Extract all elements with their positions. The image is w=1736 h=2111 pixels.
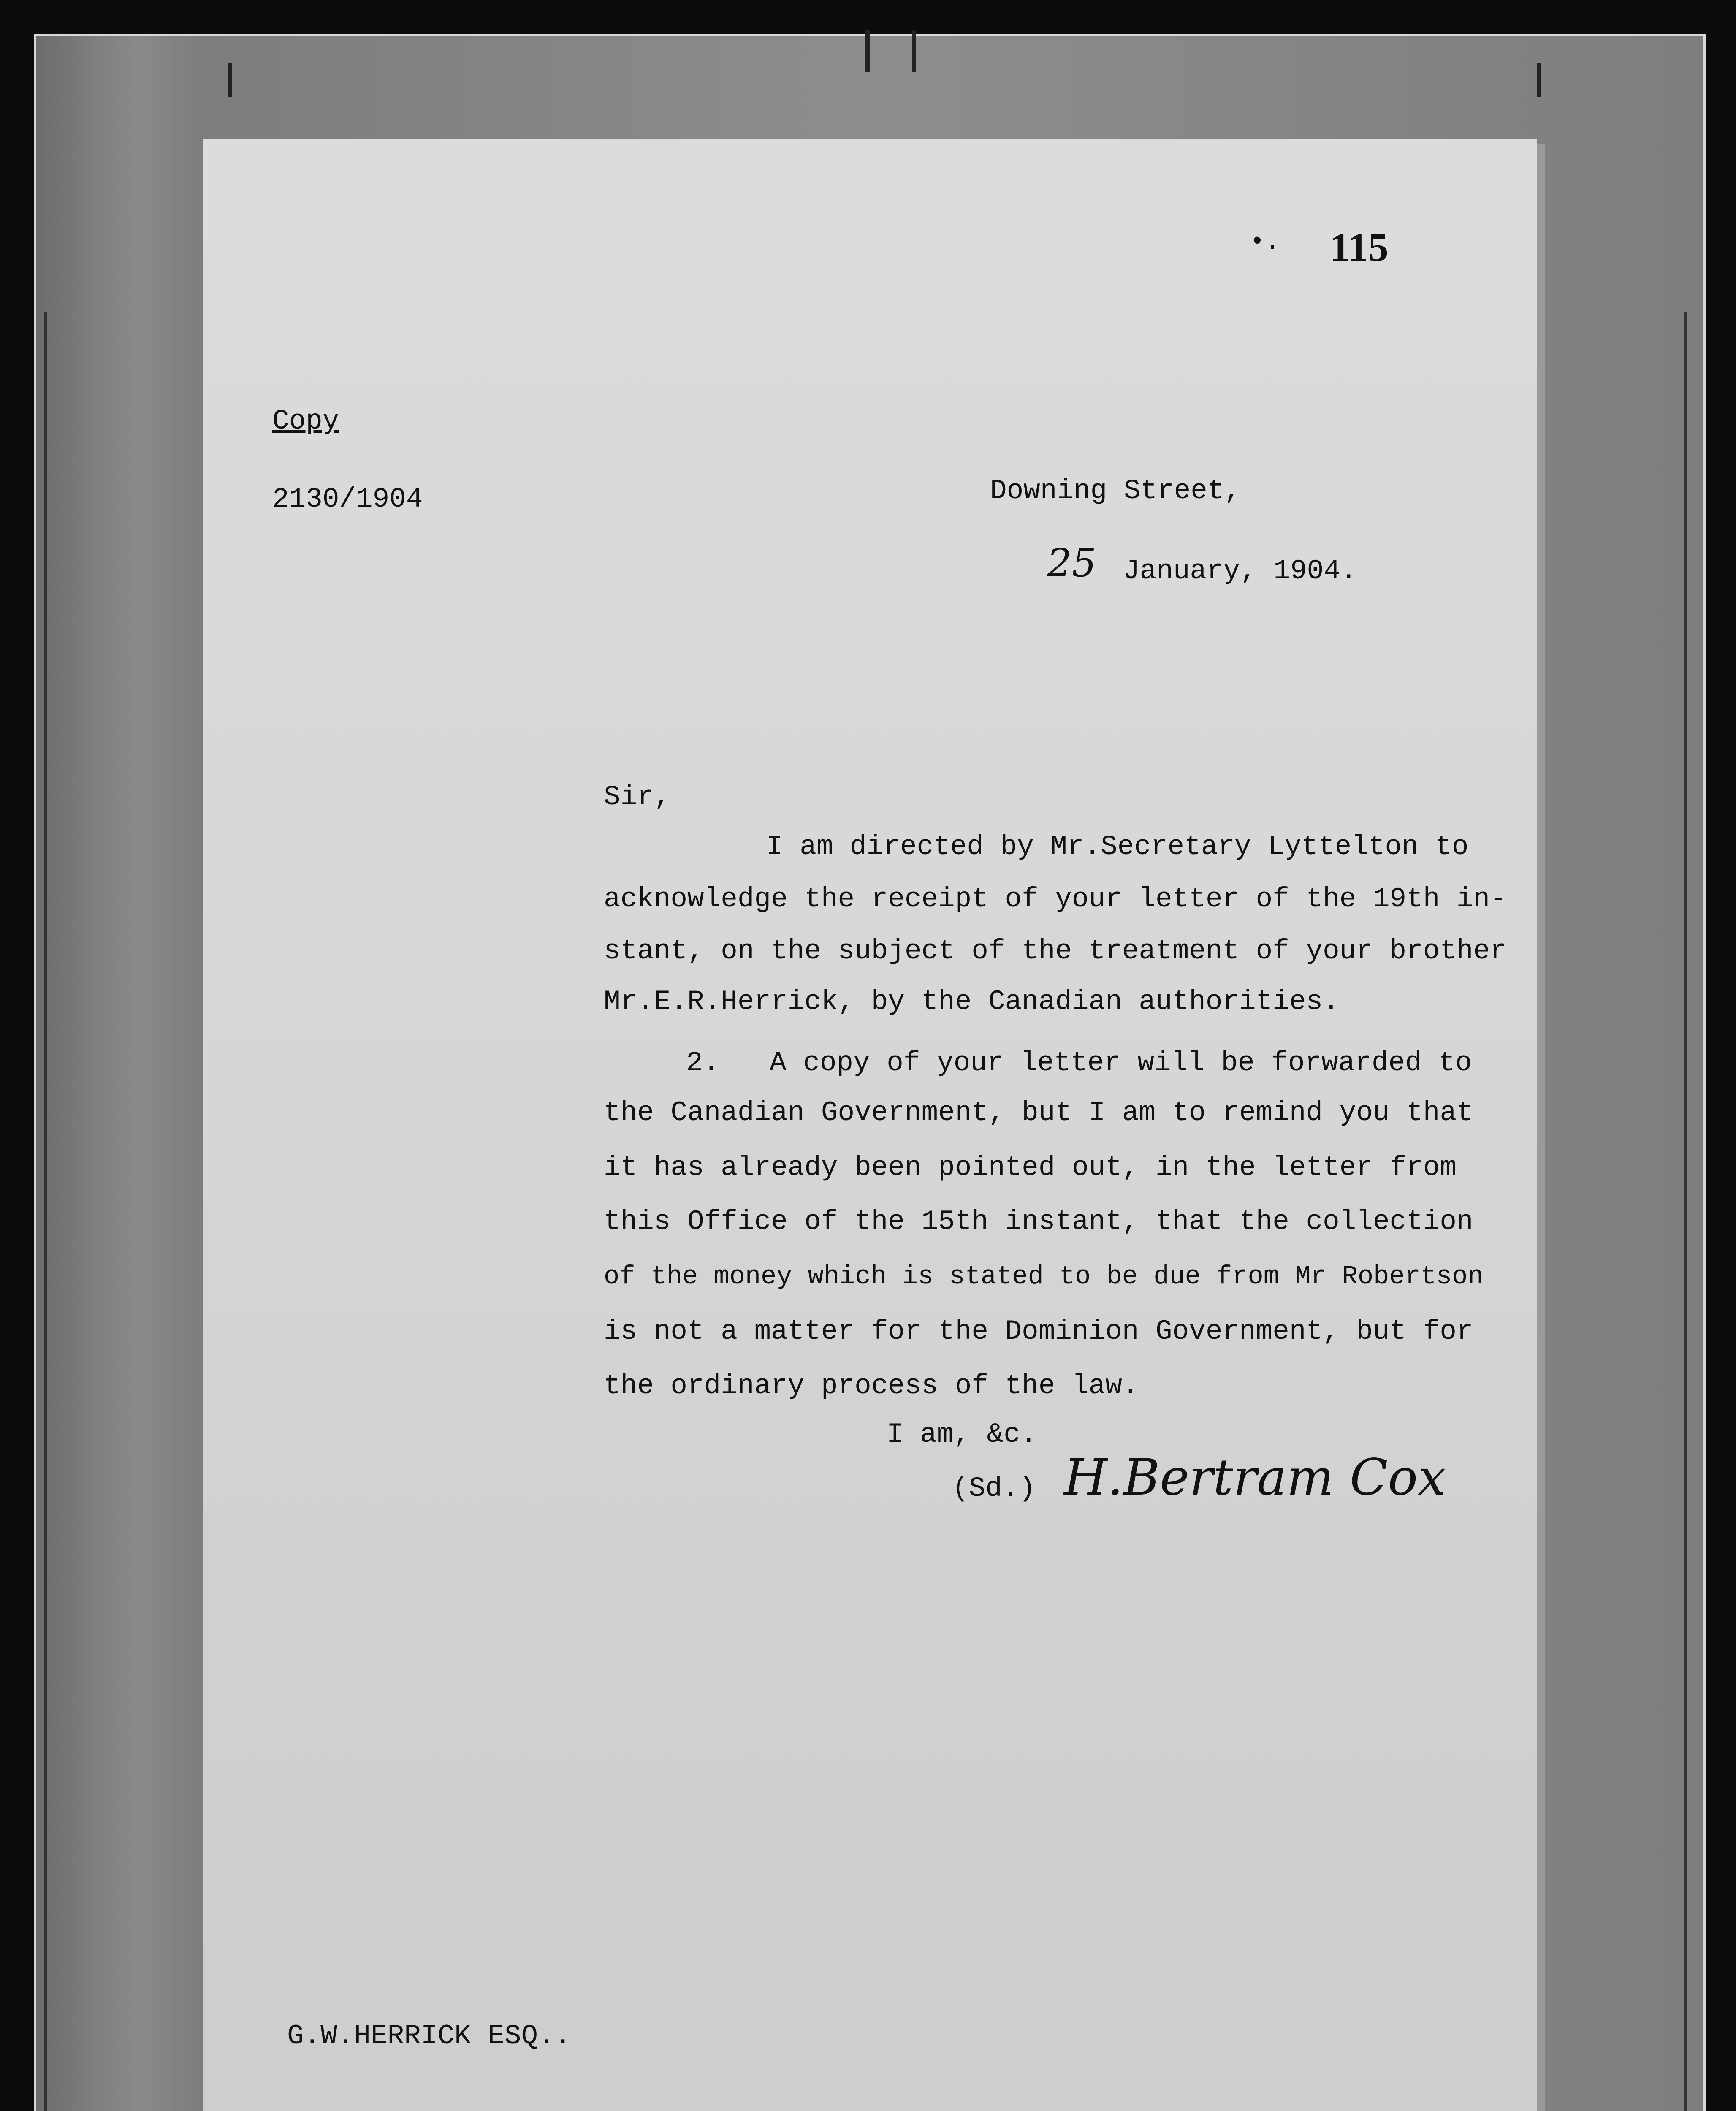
frame-rule-left	[44, 312, 47, 2111]
addressee: G.W.HERRICK ESQ..	[287, 2020, 572, 2052]
body-line: this Office of the 15th instant, that the collection	[604, 1206, 1473, 1237]
body-line: is not a matter for the Dominion Government, but for	[604, 1316, 1473, 1347]
body-line: of the money which is stated to be due from Mr Robertson	[604, 1262, 1484, 1292]
date-rest: January, 1904.	[1123, 555, 1357, 587]
body-line: Mr.E.R.Herrick, by the Canadian authorities.	[604, 986, 1340, 1018]
body-line: acknowledge the receipt of your letter of the 19th in-	[604, 883, 1507, 915]
frame-tick-left	[228, 63, 232, 97]
body-line: I am directed by Mr.Secretary Lyttelton to	[766, 831, 1469, 863]
signature-handwritten: H.Bertram Cox	[1064, 1448, 1446, 1506]
frame-rule-right	[1684, 312, 1687, 2111]
frame-notch	[865, 30, 916, 72]
signed-prefix: (Sd.)	[952, 1473, 1036, 1504]
salutation: Sir,	[604, 781, 671, 813]
body-line: it has already been pointed out, in the letter from	[604, 1152, 1457, 1183]
folio-mark: •.	[1250, 228, 1280, 257]
body-line: the ordinary process of the law.	[604, 1370, 1139, 1402]
copy-label: Copy	[272, 405, 339, 437]
body-line: the Canadian Government, but I am to remind you that	[604, 1097, 1473, 1129]
frame-tick-right	[1537, 63, 1541, 97]
file-number: 2130/1904	[272, 483, 423, 515]
body-line: stant, on the subject of the treatment of your brother	[604, 935, 1507, 967]
closing: I am, &c.	[887, 1419, 1037, 1450]
body-line: 2. A copy of your letter will be forwarded to	[686, 1047, 1472, 1079]
date-day-handwritten: 25	[1047, 540, 1097, 586]
folio-number: 115	[1330, 225, 1389, 270]
address: Downing Street,	[990, 475, 1241, 507]
